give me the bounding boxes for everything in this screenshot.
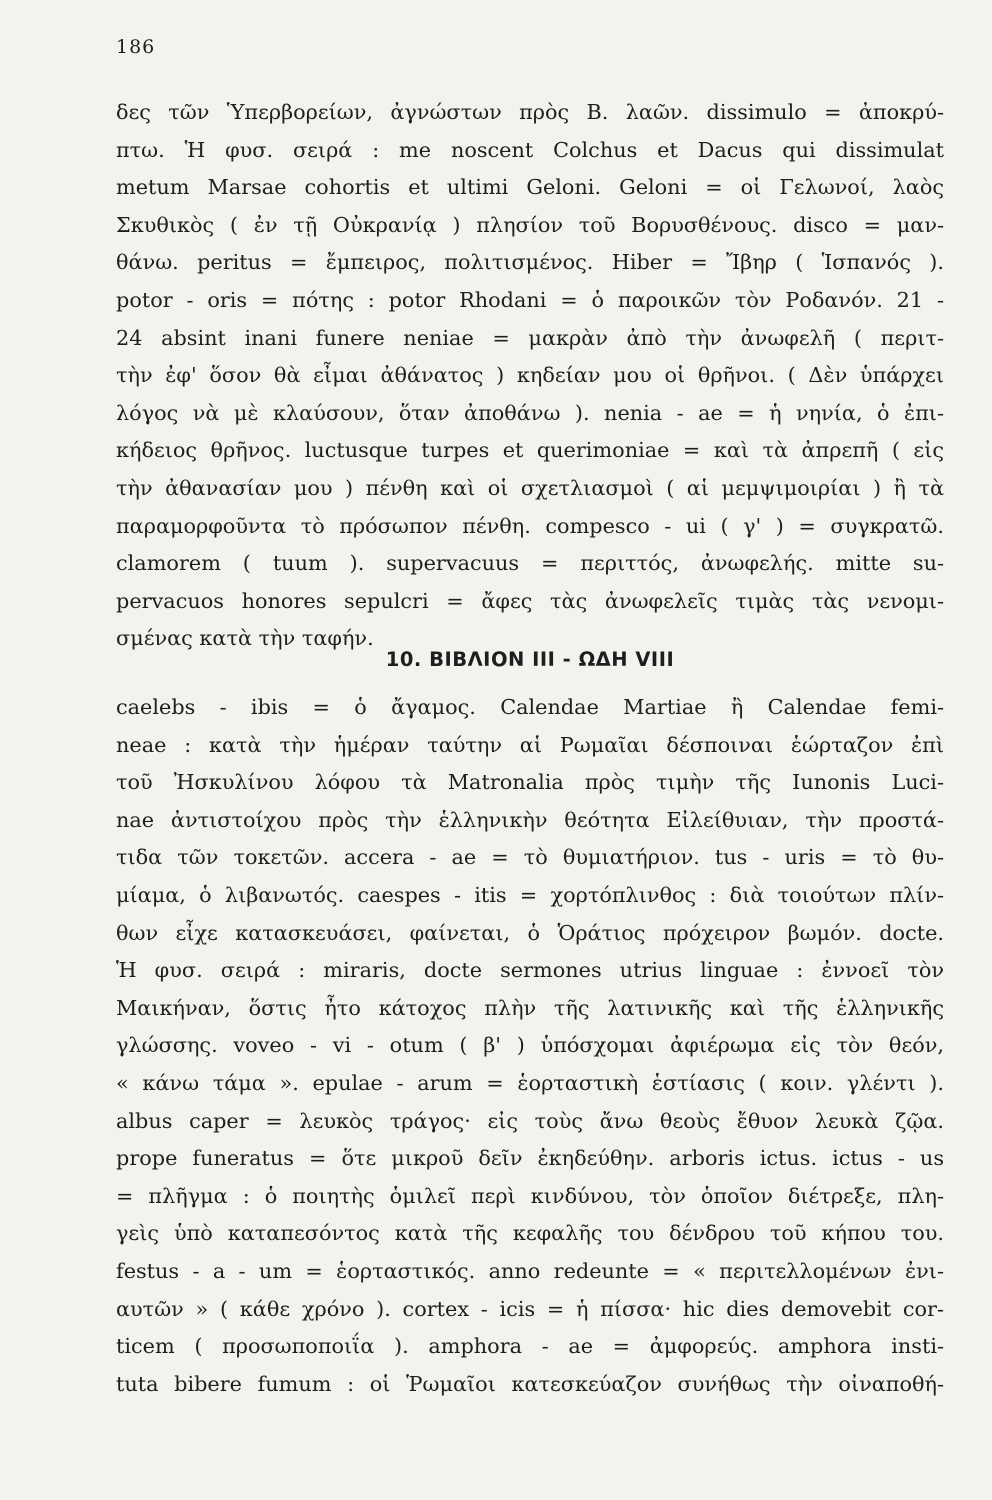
text-line: πτω. Ἡ φυσ. σειρά : me noscent Colchus et Dacus qui dissimulat bbox=[116, 137, 944, 162]
text-line: ticem ( προσωποποιΐα ). amphora - ae = ἀμφορεύς. amphora insti- bbox=[116, 1334, 944, 1359]
text-line: Σκυθικὸς ( ἐν τῇ Οὐκρανίᾳ ) πλησίον τοῦ Βορυσθένους. disco = μαν- bbox=[116, 212, 944, 237]
text-line: tuta bibere fumum : οἱ Ῥωμαῖοι κατεσκεύαζον συνήθως τὴν οἰναποθή- bbox=[116, 1371, 944, 1396]
text-line: αυτῶν » ( κάθε χρόνο ). cortex - icis = ἡ πίσσα· hic dies demovebit cor- bbox=[116, 1296, 944, 1321]
text-line: potor - oris = πότης : potor Rhodani = ὁ παροικῶν τὸν Ροδανόν. 21 - bbox=[116, 287, 944, 312]
text-line: τὴν ἀθανασίαν μου ) πένθη καὶ οἱ σχετλιασμοὶ ( αἱ μεμψιμοιρίαι ) ἢ τὰ bbox=[116, 475, 944, 500]
commentary-paragraph-2 bbox=[116, 689, 944, 1403]
text-line: τιδα τῶν τοκετῶν. accera - ae = τὸ θυμιατήριον. tus - uris = τὸ θυ- bbox=[116, 845, 944, 870]
text-line: clamorem ( tuum ). supervacuus = περιττός, ἀνωφελής. mitte su- bbox=[116, 551, 944, 576]
text-line: nae ἀντιστοίχου πρὸς τὴν ἑλληνικὴν θεότητα Εἰλείθυιαν, τὴν προστά- bbox=[116, 807, 944, 832]
text-line: μίαμα, ὁ λιβανωτός. caespes - itis = χορτόπλινθος : διὰ τοιούτων πλίν- bbox=[116, 882, 944, 907]
text-line: caelebs - ibis = ὁ ἄγαμος. Calendae Martiae ἢ Calendae femi- bbox=[116, 695, 944, 719]
text-line: τοῦ Ἠσκυλίνου λόφου τὰ Matronalia πρὸς τιμὴν τῆς Iunonis Luci- bbox=[116, 770, 944, 795]
commentary-paragraph-1 bbox=[116, 94, 944, 658]
text-line: τὴν ἐφ' ὅσον θὰ εἶμαι ἀθάνατος ) κηδείαν μου οἱ θρῆνοι. ( Δὲν ὑπάρχει bbox=[116, 363, 944, 388]
text-line: θων εἶχε κατασκευάσει, φαίνεται, ὁ Ὁράτιος πρόχειρον βωμόν. docte. bbox=[116, 920, 944, 945]
text-line: Ἡ φυσ. σειρά : miraris, docte sermones utrius linguae : ἐννοεῖ τὸν bbox=[116, 958, 944, 983]
text-line: metum Marsae cohortis et ultimi Geloni. Geloni = οἱ Γελωνοί, λαὸς bbox=[116, 175, 944, 200]
text-line: δες τῶν Ὑπερβορείων, ἀγνώστων πρὸς Β. λαῶν. dissimulo = ἀποκρύ- bbox=[116, 100, 944, 124]
text-line: neae : κατὰ τὴν ἡμέραν ταύτην αἱ Ρωμαῖαι δέσποιναι ἑώρταζον ἐπὶ bbox=[116, 732, 944, 757]
text-line: prope funeratus = ὅτε μικροῦ δεῖν ἐκηδεύθην. arboris ictus. ictus - us bbox=[116, 1146, 944, 1171]
text-line: = πλῆγμα : ὁ ποιητὴς ὁμιλεῖ περὶ κινδύνου, τὸν ὁποῖον διέτρεξε, πλη- bbox=[116, 1183, 944, 1208]
text-line: θάνω. peritus = ἔμπειρος, πολιτισμένος. Hiber = Ἴβηρ ( Ἱσπανός ). bbox=[116, 250, 944, 275]
section-heading: 10. ΒΙΒΛΙΟΝ ΙΙΙ - ΩΔΗ VIII bbox=[385, 648, 675, 671]
text-line: σμένας κατὰ τὴν ταφήν. bbox=[116, 626, 374, 651]
text-line: γεὶς ὑπὸ καταπεσόντος κατὰ τῆς κεφαλῆς του δένδρου τοῦ κήπου του. bbox=[116, 1221, 944, 1246]
text-line: « κάνω τάμα ». epulae - arum = ἑορταστικὴ ἑστίασις ( κοιν. γλέντι ). bbox=[116, 1070, 944, 1095]
text-line: λόγος νὰ μὲ κλαύσουν, ὅταν ἀποθάνω ). nenia - ae = ἡ νηνία, ὁ ἐπι- bbox=[116, 400, 944, 425]
text-line: παραμορφοῦντα τὸ πρόσωπον πένθη. compesco - ui ( γ' ) = συγκρατῶ. bbox=[116, 513, 944, 538]
text-line: albus caper = λευκὸς τράγος· εἰς τοὺς ἄνω θεοὺς ἔθυον λευκὰ ζῷα. bbox=[116, 1108, 944, 1133]
text-line: Μαικήναν, ὅστις ἦτο κάτοχος πλὴν τῆς λατινικῆς καὶ τῆς ἑλληνικῆς bbox=[116, 995, 944, 1020]
text-line: γλώσσης. voveo - vi - otum ( β' ) ὑπόσχομαι ἀφιέρωμα εἰς τὸν θεόν, bbox=[116, 1033, 944, 1058]
text-line: pervacuos honores sepulcri = ἄφες τὰς ἀνωφελεῖς τιμὰς τὰς νενομι- bbox=[116, 588, 944, 613]
text-line: κήδειος θρῆνος. luctusque turpes et querimoniae = καὶ τὰ ἀπρεπῆ ( εἰς bbox=[116, 438, 944, 463]
text-line: festus - a - um = ἑορταστικός. anno redeunte = « περιτελλομένων ἐνι- bbox=[116, 1258, 944, 1283]
text-line: 24 absint inani funere neniae = μακρὰν ἀπὸ τὴν ἀνωφελῆ ( περιτ- bbox=[116, 325, 944, 350]
page-number: 186 bbox=[116, 36, 156, 58]
